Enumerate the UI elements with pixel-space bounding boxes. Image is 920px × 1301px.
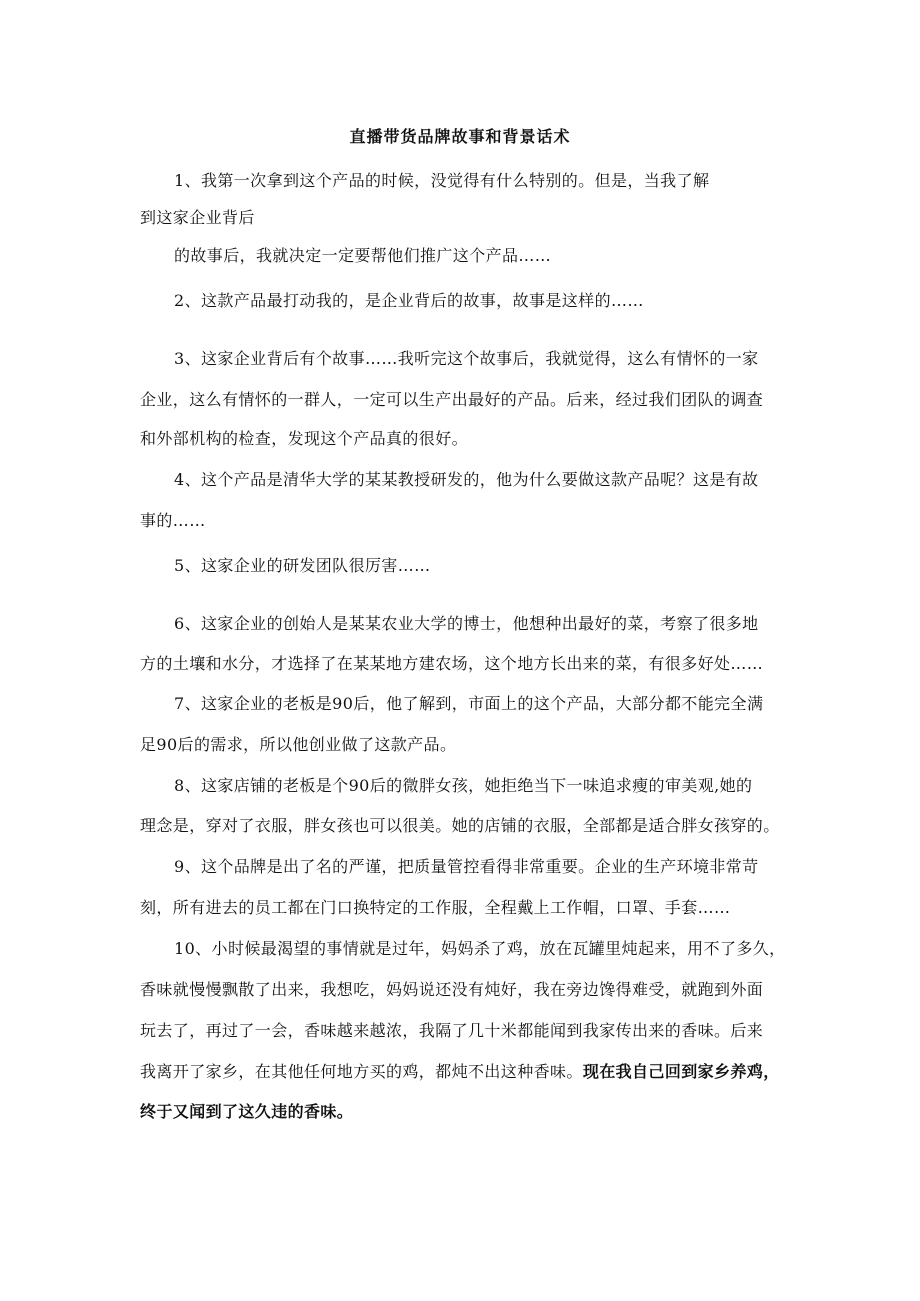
item-6-line-1: 6、这家企业的创始人是某某农业大学的博士，他想种出最好的菜，考察了很多地 bbox=[174, 614, 759, 633]
document-title: 直播带货品牌故事和背景话术 bbox=[349, 127, 571, 146]
item-1-line-1: 1、我第一次拿到这个产品的时候，没觉得有什么特别的。但是，当我了解 bbox=[174, 171, 710, 190]
item-1-line-2: 到这家企业背后 bbox=[140, 208, 255, 227]
item-9-line-1: 9、这个品牌是出了名的严谨，把质量管控看得非常重要。企业的生产环境非常苛 bbox=[174, 857, 759, 876]
item-3-line-1: 3、这家企业背后有个故事……我听完这个故事后，我就觉得，这么有情怀的一家 bbox=[174, 349, 759, 368]
item-10-line-4-regular: 我离开了家乡，在其他任何地方买的鸡，都炖不出这种香味。 bbox=[140, 1062, 583, 1081]
item-7-line-2: 足90后的需求，所以他创业做了这款产品。 bbox=[140, 735, 457, 754]
item-10-line-4 bbox=[140, 1062, 780, 1082]
item-2-line-1: 2、这款产品最打动我的，是企业背后的故事，故事是这样的…… bbox=[174, 291, 644, 310]
item-3-line-3: 和外部机构的检查，发现这个产品真的很好。 bbox=[140, 429, 469, 448]
item-9-line-2: 刻，所有进去的员工都在门口换特定的工作服，全程戴上工作帽，口罩、手套…… bbox=[140, 898, 731, 917]
item-8-line-1: 8、这家店铺的老板是个90后的微胖女孩，她拒绝当下一味追求瘦的审美观,她的 bbox=[174, 776, 753, 795]
item-5-line-1: 5、这家企业的研发团队很厉害…… bbox=[174, 556, 431, 575]
item-8-line-2: 理念是，穿对了衣服，胖女孩也可以很美。她的店铺的衣服，全部都是适合胖女孩穿的。 bbox=[140, 816, 780, 835]
item-4-line-2: 事的…… bbox=[140, 511, 206, 530]
item-3-line-2: 企业，这么有情怀的一群人，一定可以生产出最好的产品。后来，经过我们团队的调查 bbox=[140, 390, 764, 409]
item-10-line-1: 10、小时候最渴望的事情就是过年，妈妈杀了鸡，放在瓦罐里炖起来，用不了多久， bbox=[174, 939, 786, 958]
item-10-bold-tail: 现在我自己回到家乡养鸡， bbox=[582, 1062, 780, 1081]
item-10-line-2: 香味就慢慢飘散了出来，我想吃，妈妈说还没有炖好，我在旁边馋得难受，就跑到外面 bbox=[140, 980, 764, 999]
item-7-line-1: 7、这家企业的老板是90后，他了解到，市面上的这个产品，大部分都不能完全满 bbox=[174, 694, 764, 713]
item-4-line-1: 4、这个产品是清华大学的某某教授研发的，他为什么要做这款产品呢？这是有故 bbox=[174, 470, 759, 489]
item-10-line-3: 玩去了，再过了一会，香味越来越浓，我隔了几十米都能闻到我家传出来的香味。后来 bbox=[140, 1021, 764, 1040]
item-6-line-2: 方的土壤和水分，才选择了在某某地方建农场，这个地方长出来的菜，有很多好处…… bbox=[140, 654, 764, 673]
item-10-bold-line: 终于又闻到了这久违的香味。 bbox=[140, 1102, 354, 1121]
item-1-line-3: 的故事后，我就决定一定要帮他们推广这个产品…… bbox=[174, 246, 552, 265]
